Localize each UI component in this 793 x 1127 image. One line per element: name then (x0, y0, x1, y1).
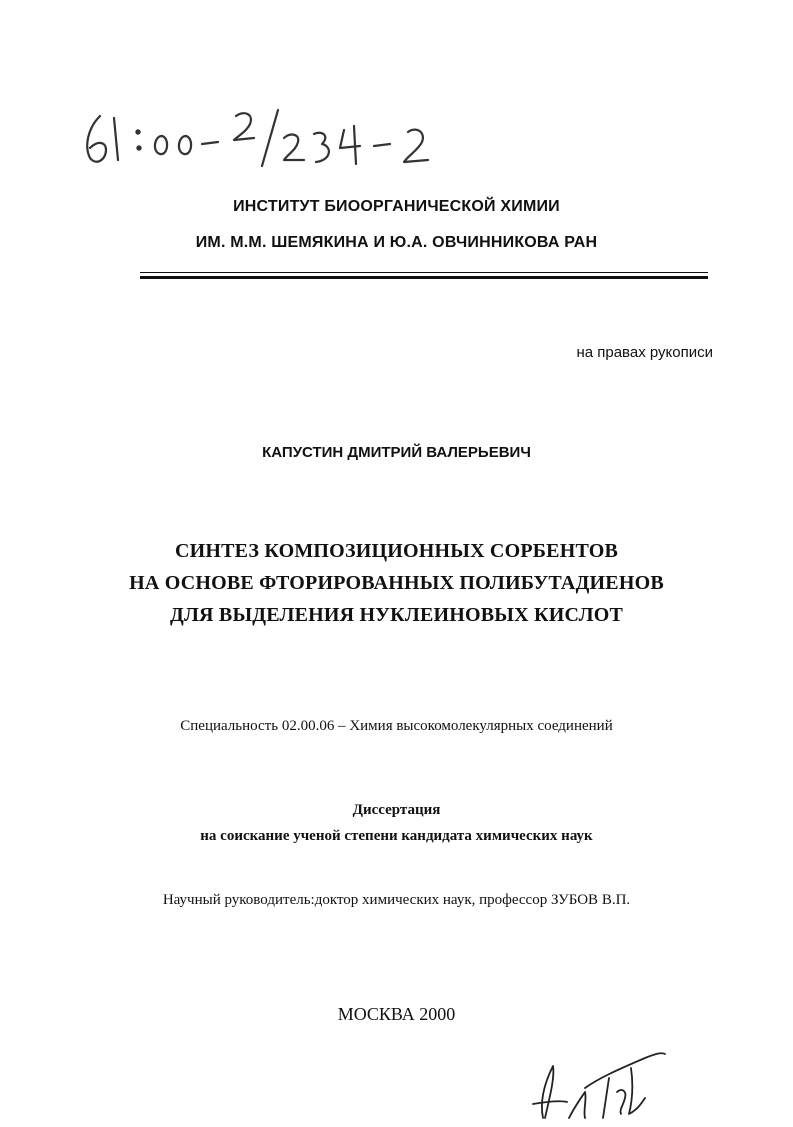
specialty: Специальность 02.00.06 – Химия высокомолекулярных соединений (180, 718, 613, 734)
title-line3: ДЛЯ ВЫДЕЛЕНИЯ НУКЛЕИНОВЫХ КИСЛОТ (170, 604, 623, 626)
handwritten-signature (525, 1048, 675, 1122)
city-year: МОСКВА 2000 (337, 1004, 456, 1024)
dissertation-label: Диссертация (352, 802, 441, 818)
header-rule-thick (140, 276, 708, 279)
title-line1: СИНТЕЗ КОМПОЗИЦИОННЫХ СОРБЕНТОВ (174, 540, 619, 562)
supervisor: Научный руководитель:доктор химических наук, профессор ЗУБОВ В.П. (162, 892, 631, 908)
institute-name-line1: ИНСТИТУТ БИООРГАНИЧЕСКОЙ ХИМИИ (233, 198, 560, 215)
author-name: КАПУСТИН ДМИТРИЙ ВАЛЕРЬЕВИЧ (262, 444, 531, 461)
header-rule-thin (140, 272, 708, 273)
title-line2: НА ОСНОВЕ ФТОРИРОВАННЫХ ПОЛИБУТАДИЕНОВ (129, 572, 664, 594)
dissertation-degree: на соискание ученой степени кандидата химических наук (200, 828, 593, 844)
institute-name-line2: ИМ. М.М. ШЕМЯКИНА И Ю.А. ОВЧИННИКОВА РАН (195, 234, 598, 251)
rights-note: на правах рукописи (576, 344, 713, 361)
archive-code-handwritten (78, 102, 458, 174)
